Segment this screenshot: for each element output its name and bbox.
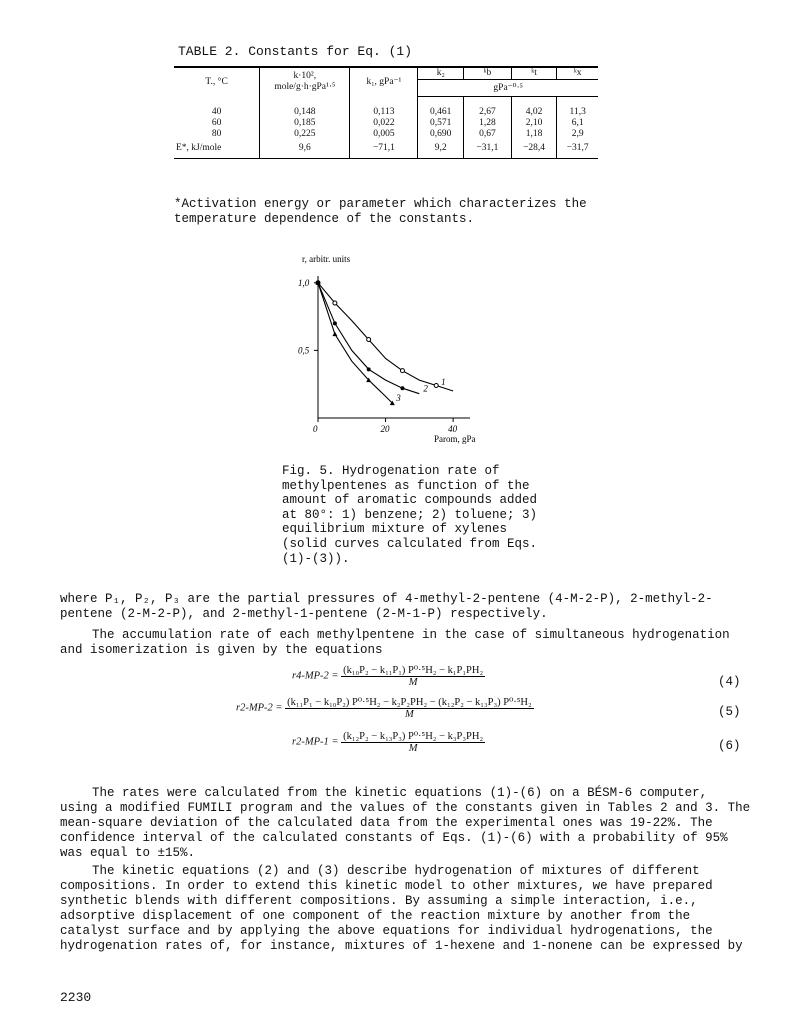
y-tick-label: 0,5 xyxy=(298,345,310,356)
series-line-3 xyxy=(318,283,392,403)
eq4-denominator: M xyxy=(408,677,418,688)
x-axis-label: Parom, gPa xyxy=(434,434,476,444)
data-point xyxy=(332,332,337,337)
paragraph-3: The rates were calculated from the kinetic equations (1)-(6) on a BÉSM-6 computer, using a modified FUMILI program and the values of the constants given in Tables 2 and 3. The mean-square deviation of the calculated data from the experimental ones was 19-22%. The confidence interval of the calculated constants of Eqs. (1)-(6) with a probability of 95% was equal to ±15%. xyxy=(60,786,751,860)
equation-6 xyxy=(292,730,485,754)
curve-label-1: 1 xyxy=(441,376,446,387)
eq6-denominator: M xyxy=(408,743,418,754)
table-footnote: *Activation energy or parameter which characterizes the temperature dependence of the constants. xyxy=(174,197,587,226)
e-label: E*, kJ/mole xyxy=(174,140,260,159)
eq5-lhs: r2-MP-2 = xyxy=(236,702,283,714)
header-temp: T., °C xyxy=(174,67,260,97)
cell-kx: 11,3 6,1 2,9 xyxy=(557,107,598,140)
data-point xyxy=(367,367,371,371)
data-point xyxy=(333,301,337,305)
header-kb: ᵏb xyxy=(464,67,512,80)
header-k1: k₁, gPa⁻¹ xyxy=(350,67,418,97)
curve-label-2: 2 xyxy=(423,383,428,394)
e-k2: 9,2 xyxy=(418,140,464,159)
eq6-lhs: r2-MP-1 = xyxy=(292,736,339,748)
series-line-1 xyxy=(318,283,453,391)
e-kx: −31,7 xyxy=(557,140,598,159)
cell-kb: 2,67 1,28 0,67 xyxy=(464,107,512,140)
paragraph-4: The kinetic equations (2) and (3) describe hydrogenation of mixtures of different compositions. In order to extend this kinetic model to other mixtures, we have prepared synthetic blends with different compositions. By assuming a simple interaction, i.e., adsorptive displacement of one component of the reaction mixture by another from the catalyst surface and by applying the above equations for individual hydrogenations, the hydrogenation rates of, for instance, mixtures of 1-hexene and 1-nonene can be expressed by xyxy=(60,864,743,953)
data-point xyxy=(367,338,371,342)
header-kt: ᵏt xyxy=(511,67,557,80)
curve-label-3: 3 xyxy=(396,393,401,404)
eq4-number: (4) xyxy=(718,675,741,689)
e-kb: −31,1 xyxy=(464,140,512,159)
eq4-numerator: (k₁₀P₂ − k₁₁P₁) P⁰·⁵H₂ − k₁P₁PH₂ xyxy=(343,665,484,676)
table-title: TABLE 2. Constants for Eq. (1) xyxy=(178,44,413,59)
figure-chart xyxy=(284,248,484,448)
eq6-numerator: (k₁₂P₂ − k₁₃P₃) P⁰·⁵H₂ − k₃P₃PH₂ xyxy=(343,731,484,742)
eq5-numerator: (k₁₁P₁ − k₁₀P₂) P⁰·⁵H₂ − k₂P₂PH₂ − (k₁₂P₂ − k₁₃P₃) P⁰·⁵H₂ xyxy=(287,697,532,708)
header-k: k·10², mole/g·h·gPa¹·⁵ xyxy=(260,67,350,97)
y-tick-label: 1,0 xyxy=(298,277,310,288)
eq5-denominator: M xyxy=(405,709,414,720)
paragraph-1: where P₁, P₂, P₃ are the partial pressures of 4-methyl-2-pentene (4-M-2-P), 2-methyl-2-pentene (2-M-2-P), and 2-methyl-1-pentene (2-M-1-P) respectively. xyxy=(60,592,713,621)
cell-kt: 4,02 2,10 1,18 xyxy=(511,107,557,140)
header-kx: ᵏx xyxy=(557,67,598,80)
data-point xyxy=(434,384,438,388)
eq5-number: (5) xyxy=(718,705,741,719)
cell-temps: 40 60 80 xyxy=(211,106,222,139)
cell-k: 0,148 0,185 0,225 xyxy=(260,107,350,140)
figure-caption: Fig. 5. Hydrogenation rate of methylpentenes as function of the amount of aromatic compounds added at 80°: 1) benzene; 2) toluene; 3) equilibrium mixture of xylenes (solid curves calculated from Eqs. (1)-(3)). xyxy=(282,464,538,566)
header-k2: k₂ xyxy=(418,67,464,80)
paragraph-2: The accumulation rate of each methylpentene in the case of simultaneous hydrogenation and isomerization is given by the equations xyxy=(60,628,730,657)
eq4-lhs: r4-MP-2 = xyxy=(292,670,339,682)
e-kt: −28,4 xyxy=(511,140,557,159)
cell-k2: 0,461 0,571 0,690 xyxy=(418,107,464,140)
data-point xyxy=(400,369,404,373)
data-point xyxy=(333,321,337,325)
x-tick-label: 20 xyxy=(380,424,390,434)
eq6-number: (6) xyxy=(718,739,741,753)
e-k1: −71,1 xyxy=(350,140,418,159)
header-unit: gPa⁻⁰·⁵ xyxy=(418,80,598,97)
data-point xyxy=(400,386,404,390)
x-tick-label: 0 xyxy=(313,424,318,434)
constants-table xyxy=(174,66,598,159)
e-k: 9,6 xyxy=(260,140,350,159)
equation-4 xyxy=(292,664,485,688)
equation-5 xyxy=(236,696,534,720)
page-number: 2230 xyxy=(60,990,92,1005)
cell-k1: 0,113 0,022 0,005 xyxy=(350,107,418,140)
x-tick-label: 40 xyxy=(448,424,458,434)
y-axis-label: r, arbitr. units xyxy=(302,254,351,264)
